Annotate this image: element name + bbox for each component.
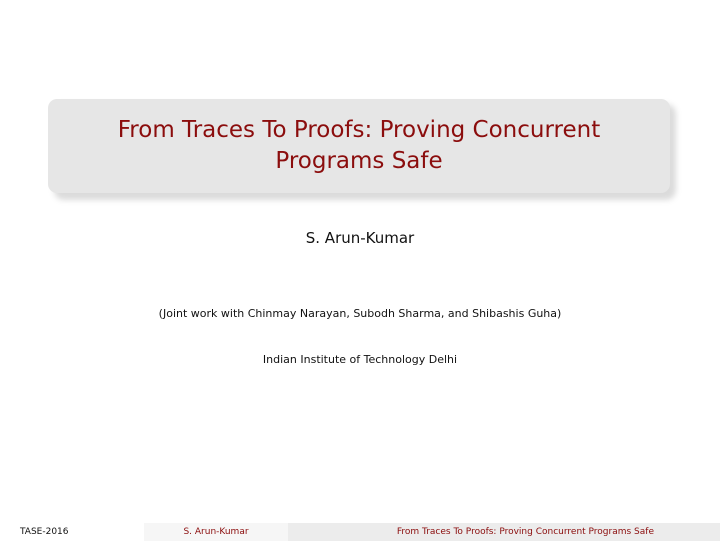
title-box — [48, 99, 670, 193]
footer-author: S. Arun-Kumar — [144, 523, 288, 541]
joint-work-note: (Joint work with Chinmay Narayan, Subodh Sharma, and Shibashis Guha) — [158, 307, 562, 320]
footer-short-title: From Traces To Proofs: Proving Concurrent Programs Safe — [288, 523, 720, 541]
title-line-2: Programs Safe — [275, 148, 443, 174]
title-line-1: From Traces To Proofs: Proving Concurrent — [117, 117, 601, 143]
footer-bar — [0, 523, 720, 541]
author-name: S. Arun-Kumar — [305, 229, 415, 247]
institute-name: Indian Institute of Technology Delhi — [262, 353, 458, 366]
footer-conference: TASE-2016 — [0, 523, 144, 541]
